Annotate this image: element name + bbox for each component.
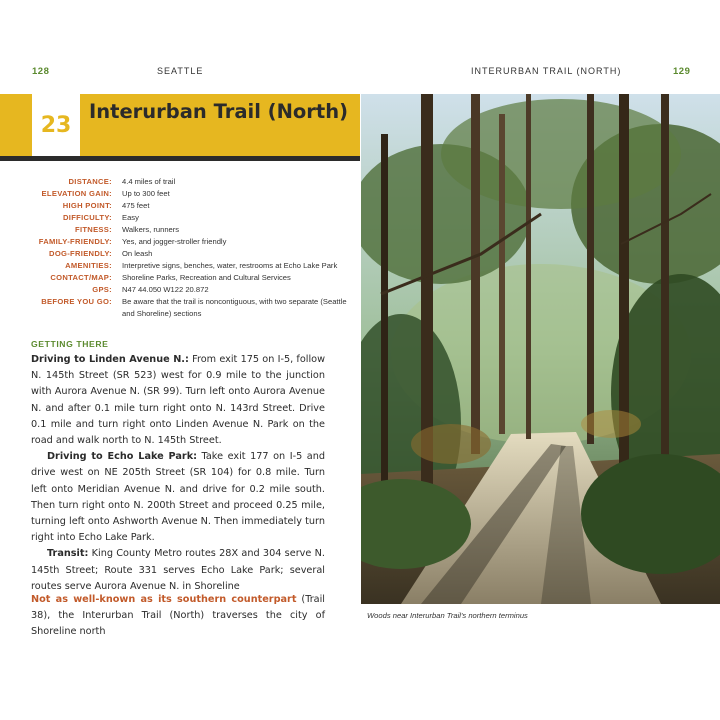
getting-there-heading: GETTING THERE xyxy=(31,339,109,349)
fact-label: GPS: xyxy=(92,285,112,294)
fact-label: FITNESS: xyxy=(75,225,112,234)
fact-row-dog-friendly xyxy=(30,248,350,260)
fact-row-contact-map xyxy=(30,272,350,284)
intro-body: (Trail 38), the Interurban Trail (North) traverses the city of Shoreline north xyxy=(31,594,325,638)
intro-paragraph xyxy=(31,592,325,641)
fact-row-elevation-gain xyxy=(30,188,350,200)
fact-label: AMENITIES: xyxy=(65,261,112,270)
fact-value: 4.4 miles of trail xyxy=(122,177,176,186)
intro-text xyxy=(31,592,325,641)
directions-paragraph xyxy=(31,352,325,449)
forest-trail-illustration xyxy=(361,94,720,604)
fact-row-amenities xyxy=(30,260,350,272)
fact-row-high-point xyxy=(30,200,350,212)
fact-value: Shoreline Parks, Recreation and Cultural Services xyxy=(122,273,291,282)
fact-label: HIGH POINT: xyxy=(62,201,112,210)
right-running-head: INTERURBAN TRAIL (NORTH) xyxy=(471,66,622,76)
trail-title: Interurban Trail (North) xyxy=(89,100,349,123)
fact-label: DOG-FRIENDLY: xyxy=(49,249,112,258)
directions-lead: Driving to Echo Lake Park: xyxy=(47,451,198,463)
fact-label: FAMILY-FRIENDLY: xyxy=(38,237,112,246)
directions-paragraph xyxy=(31,449,325,546)
directions-lead: Driving to Linden Avenue N.: xyxy=(31,354,189,365)
fact-value: Yes, and jogger-stroller friendly xyxy=(122,237,227,246)
fact-row-family-friendly xyxy=(30,236,350,248)
fact-row-difficulty xyxy=(30,212,350,224)
fact-value: 475 feet xyxy=(122,201,150,210)
fact-value: Walkers, runners xyxy=(122,225,180,234)
transit-lead: Transit: xyxy=(47,548,89,560)
directions-text: From exit 175 on I-5, follow N. 145th Street (SR 523) west for 0.9 mile to the junction with Aurora Avenue N. (SR 99). Turn left onto Aurora Avenue N. and after 0.1 mile turn right onto N. 143rd Street. Drive 0.1 mile and turn right onto Linden Avenue N. Park on the road and walk north to N. 145th Street. xyxy=(31,354,325,447)
photo-caption: Woods near Interurban Trail's northern terminus xyxy=(367,611,528,620)
fact-row-before-you-go xyxy=(30,296,350,320)
fact-value: Be aware that the trail is noncontiguous, with two separate (Seattle and Shoreline) sections xyxy=(122,297,347,318)
title-banner-rule xyxy=(0,156,360,161)
trail-facts xyxy=(30,176,350,320)
trail-number-box xyxy=(32,94,80,156)
fact-value: Interpretive signs, benches, water, restrooms at Echo Lake Park xyxy=(122,261,338,270)
right-page-number: 129 xyxy=(673,66,691,77)
getting-there-text xyxy=(31,352,325,595)
left-page-number: 128 xyxy=(32,66,50,77)
transit-text: King County Metro routes 28X and 304 serve N. 145th Street; Route 331 serves Echo Lake Park; several routes serve Aurora Avenue N. in Shoreline xyxy=(31,548,325,592)
trail-number: 23 xyxy=(40,112,72,138)
fact-row-distance xyxy=(30,176,350,188)
fact-label: DIFFICULTY: xyxy=(63,213,112,222)
fact-label: BEFORE YOU GO: xyxy=(41,297,112,306)
fact-value: N47 44.050 W122 20.872 xyxy=(122,285,209,294)
fact-row-gps xyxy=(30,284,350,296)
fact-row-fitness xyxy=(30,224,350,236)
fact-value: Easy xyxy=(122,213,139,222)
fact-value: Up to 300 feet xyxy=(122,189,170,198)
directions-text: Take exit 177 on I-5 and drive west on NE 205th Street (SR 104) for 0.8 mile. Turn left onto Meridian Avenue N. and drive for 0.2 mile south. Then turn right onto N. 200th Street and proceed 0.25 mile, turning left onto Ashworth Avenue N. Then immediately turn right into Echo Lake Park. xyxy=(31,451,325,544)
fact-label: CONTACT/MAP: xyxy=(50,273,112,282)
forest-trail-photo xyxy=(361,94,720,604)
fact-value: On leash xyxy=(122,249,153,258)
fact-label: ELEVATION GAIN: xyxy=(41,189,112,198)
left-running-head: SEATTLE xyxy=(157,66,204,76)
fact-label: DISTANCE: xyxy=(68,177,112,186)
intro-lead: Not as well-known as its southern counterpart xyxy=(31,594,297,605)
transit-paragraph xyxy=(31,546,325,595)
